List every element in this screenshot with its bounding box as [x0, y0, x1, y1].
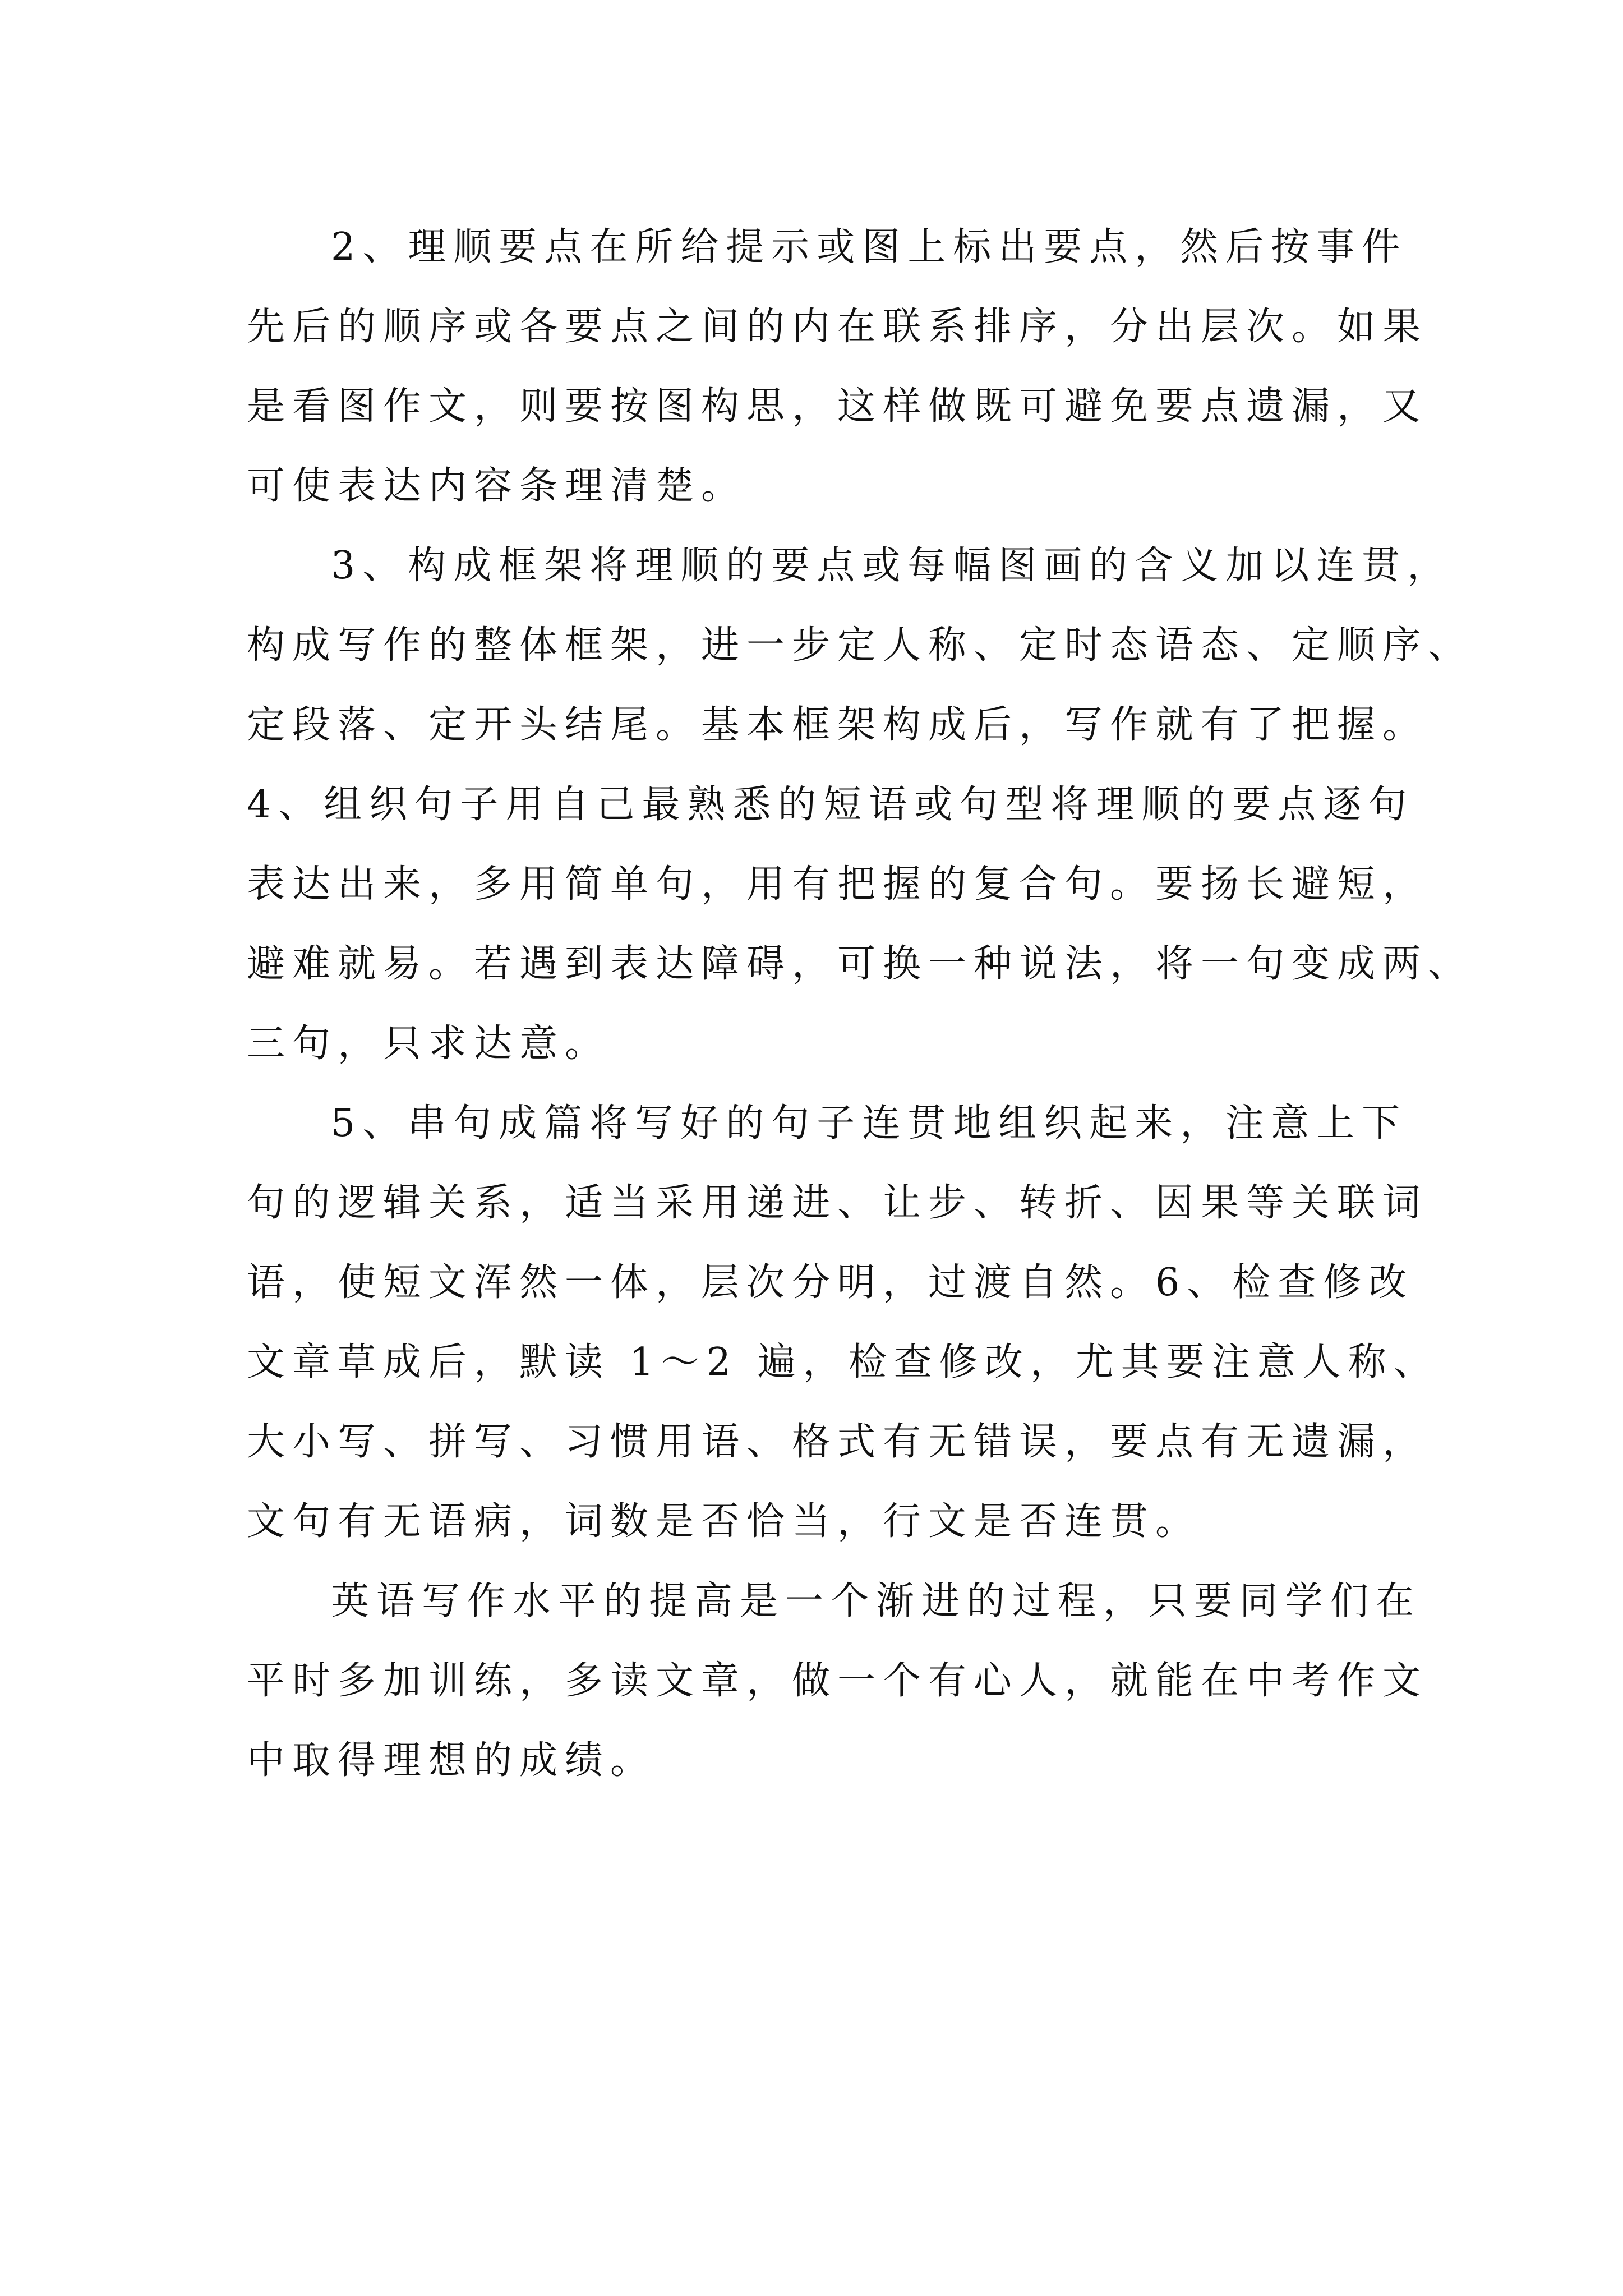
text-line: 先后的顺序或各要点之间的内在联系排序，分出层次。如果	[247, 305, 1428, 349]
text-line: 语，使短文浑然一体，层次分明，过渡自然。6、检查修改	[247, 1260, 1414, 1305]
text-line: 平时多加训练，多读文章，做一个有心人，就能在中考作文	[247, 1659, 1428, 1703]
text-line: 句的逻辑关系，适当采用递进、让步、转折、因果等关联词	[247, 1181, 1428, 1225]
text-line: 定段落、定开头结尾。基本框架构成后，写作就有了把握。	[247, 703, 1428, 747]
text-line: 中取得理想的成绩。	[247, 1738, 656, 1783]
text-line: 构成写作的整体框架，进一步定人称、定时态语态、定顺序、	[247, 623, 1474, 668]
text-line: 4、组织句子用自己最熟悉的短语或句型将理顺的要点逐句	[247, 783, 1414, 827]
text-line: 5、串句成篇将写好的句子连贯地组织起来，注意上下	[331, 1101, 1408, 1145]
text-line: 文章草成后，默读 1～2 遍，检查修改，尤其要注意人称、	[247, 1340, 1439, 1384]
text-line: 英语写作水平的提高是一个渐进的过程，只要同学们在	[331, 1579, 1422, 1623]
text-line: 表达出来，多用简单句，用有把握的复合句。要扬长避短，	[247, 862, 1428, 907]
text-line: 是看图作文，则要按图构思，这样做既可避免要点遗漏，又	[247, 384, 1428, 429]
document-body	[247, 208, 1474, 1801]
text-line: 三句，只求达意。	[247, 1022, 611, 1066]
text-line: 避难就易。若遇到表达障碍，可换一种说法，将一句变成两、	[247, 942, 1474, 986]
text-line: 3、构成框架将理顺的要点或每幅图画的含义加以连贯，	[331, 544, 1453, 588]
text-line: 大小写、拼写、习惯用语、格式有无错误，要点有无遗漏，	[247, 1420, 1428, 1464]
text-line: 可使表达内容条理清楚。	[247, 464, 747, 508]
text-line: 2、理顺要点在所给提示或图上标出要点，然后按事件	[331, 225, 1408, 269]
text-line: 文句有无语病，词数是否恰当，行文是否连贯。	[247, 1499, 1201, 1544]
